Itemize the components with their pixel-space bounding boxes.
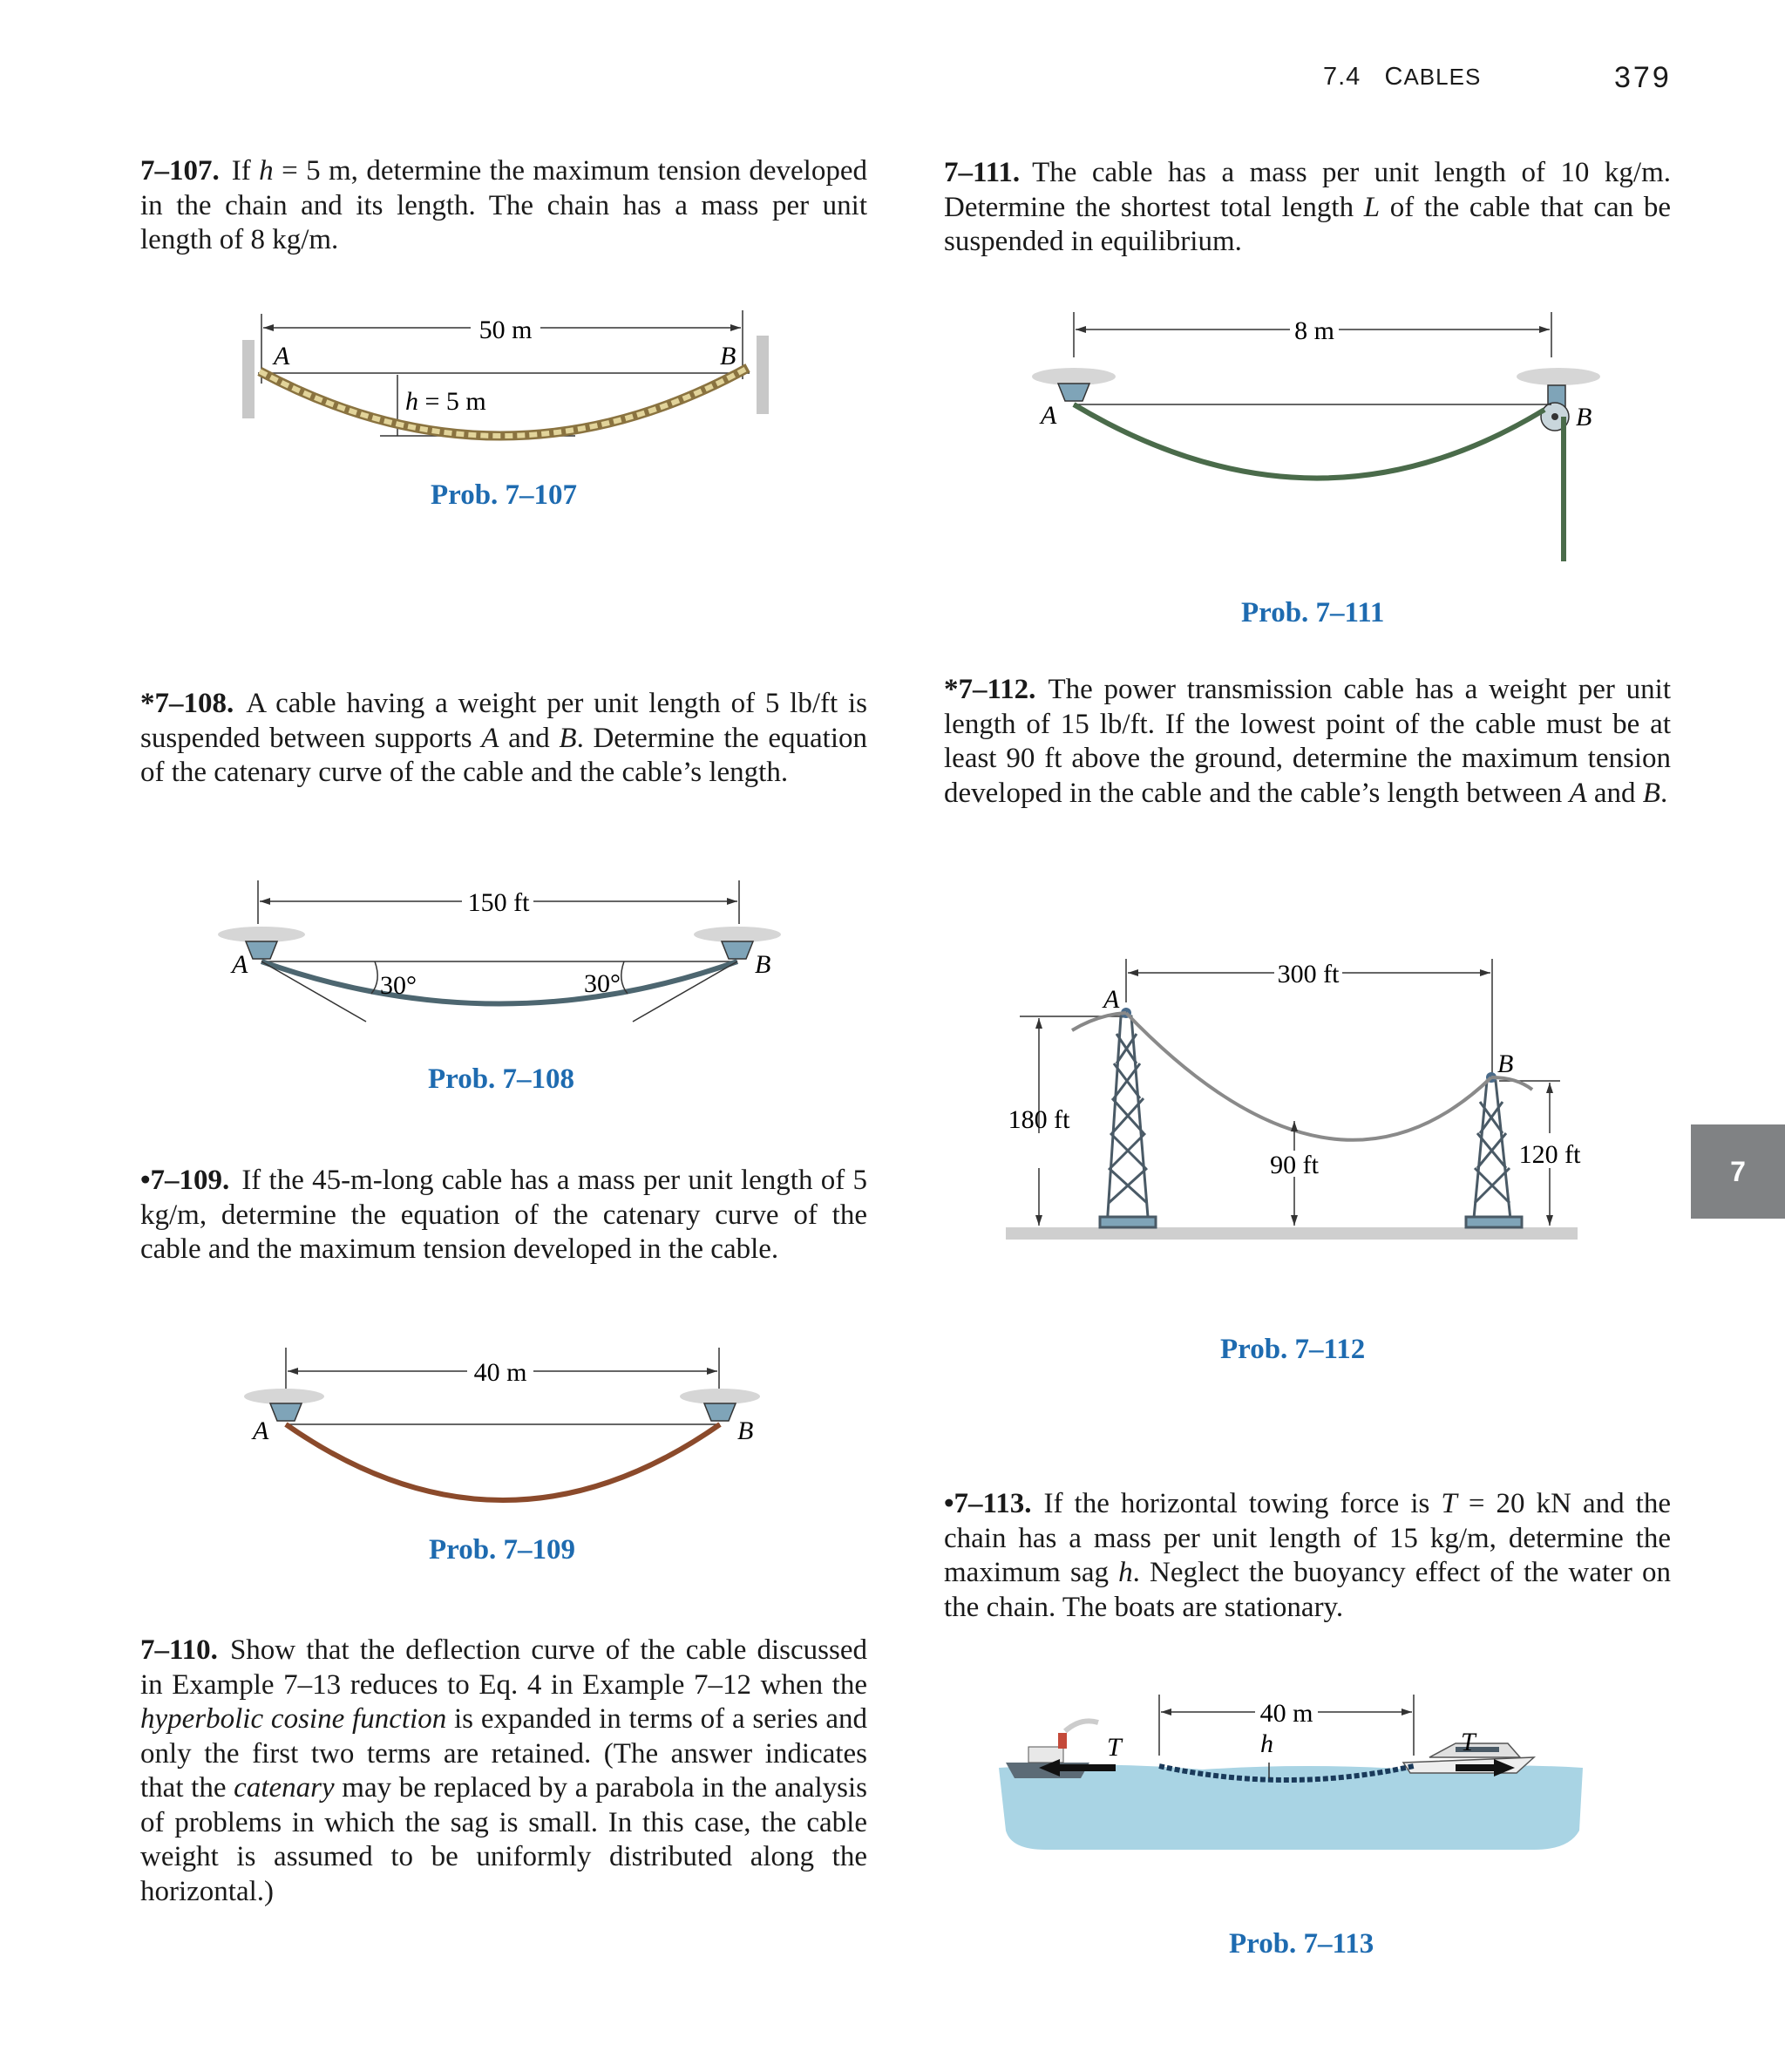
left-height-label: 180 ft — [1008, 1105, 1070, 1134]
problem-7-107: 7–107. If h = 5 m, determine the maximum tension developed in the chain and its length. The chain has a mass per unit length of 8 kg/m. — [140, 155, 867, 255]
span-label: 40 m — [473, 1358, 527, 1387]
min-height-label: 90 ft — [1270, 1151, 1319, 1179]
water — [999, 1764, 1583, 1850]
point-a-label: A — [274, 342, 290, 370]
problem-number: 7–107. — [140, 155, 220, 187]
problem-number: 7–111. — [944, 157, 1021, 188]
point-b-label: B — [1576, 403, 1592, 431]
tow-force-left-label: T — [1107, 1733, 1122, 1762]
problem-7-108: *7–108. A cable having a weight per unit length of 5 lb/ft is suspended between supports A and B. Determine the equation of the catenary curve of the cable and the cable’s length. — [140, 688, 868, 788]
chain-links — [260, 368, 748, 436]
point-b-label: B — [755, 950, 771, 979]
point-a-label: A — [232, 950, 248, 979]
point-b-label: B — [1497, 1050, 1514, 1078]
span-label: 150 ft — [467, 888, 530, 917]
sag-label: h = 5 m — [405, 387, 486, 416]
problem-7-111: 7–111. The cable has a mass per unit length of 10 kg/m. Determine the shortest total length L of the cable that can be suspended in equilibrium. — [944, 157, 1671, 257]
figure-7-112 — [1002, 950, 1595, 1255]
point-a-label: A — [1103, 985, 1120, 1014]
caption-prob-7-112: Prob. 7–112 — [1220, 1334, 1366, 1365]
right-wall — [757, 336, 769, 414]
cable — [261, 961, 737, 1004]
span-label: 50 m — [478, 316, 533, 344]
section-title-cap: C — [1384, 63, 1404, 91]
section-number: 7.4 — [1323, 63, 1361, 91]
figure-7-109 — [244, 1341, 784, 1515]
sag-label: h — [1260, 1729, 1273, 1758]
caption-prob-7-111: Prob. 7–111 — [1241, 597, 1385, 628]
cable — [286, 1424, 720, 1500]
caption-prob-7-108: Prob. 7–108 — [428, 1063, 575, 1095]
figure-7-108 — [218, 872, 793, 1046]
figure-7-107 — [227, 296, 802, 453]
span-label: 40 m — [1259, 1699, 1313, 1728]
point-b-label: B — [737, 1416, 754, 1445]
problem-7-109: •7–109. If the 45-m-long cable has a mass per unit length of 5 kg/m, determine the equation of the catenary curve of the cable and the maximum tension developed in the cable. — [140, 1165, 867, 1265]
angle-left-label: 30° — [380, 971, 417, 1000]
problem-number: *7–112. — [944, 674, 1036, 705]
support-a — [1058, 384, 1089, 401]
problem-7-112: *7–112. The power transmission cable has a weight per unit length of 15 lb/ft. If the lowest point of the cable must be at least 90 ft above the ground, determine the maximum tension developed in the cable and the cable’s length between A and B. — [944, 674, 1671, 809]
caption-prob-7-107: Prob. 7–107 — [431, 479, 578, 511]
tow-force-right-label: T — [1461, 1728, 1476, 1756]
chapter-tab — [1691, 1124, 1785, 1219]
right-height-label: 120 ft — [1518, 1140, 1581, 1169]
tower-b — [1466, 1081, 1522, 1227]
problem-number: •7–109. — [140, 1165, 230, 1196]
problem-number: 7–110. — [140, 1634, 218, 1666]
angle-right-label: 30° — [584, 969, 621, 998]
left-wall — [242, 340, 255, 418]
caption-prob-7-109: Prob. 7–109 — [429, 1534, 576, 1566]
section-title-rest: ABLES — [1403, 64, 1482, 90]
point-b-label: B — [720, 342, 736, 370]
left-ceiling — [1032, 368, 1116, 385]
right-ceiling — [680, 1389, 760, 1404]
figure-7-113 — [994, 1682, 1586, 1857]
problem-7-113: •7–113. If the horizontal towing force is T = 20 kN and the chain has a mass per unit length of 15 kg/m, determine the maximum sag h. Neglect the buoyancy effect of the water on the chain. The boats are stationary. — [944, 1488, 1671, 1623]
figure-7-111 — [1028, 305, 1604, 575]
point-a-label: A — [253, 1416, 269, 1445]
right-ceiling — [694, 927, 781, 942]
problem-number: •7–113. — [944, 1488, 1032, 1519]
left-ceiling — [218, 927, 305, 942]
cable — [1074, 404, 1544, 479]
support-b — [722, 941, 753, 959]
support-b — [704, 1403, 736, 1421]
page-number: 379 — [1614, 61, 1672, 94]
ground — [1006, 1227, 1578, 1240]
span-label: 300 ft — [1277, 960, 1340, 988]
transmission-cable — [1126, 1013, 1491, 1140]
support-a — [270, 1403, 302, 1421]
problem-number: *7–108. — [140, 688, 234, 719]
section-header — [1323, 63, 1481, 92]
left-ceiling — [244, 1389, 324, 1404]
support-a — [246, 941, 277, 959]
point-a-label: A — [1041, 401, 1057, 430]
caption-prob-7-113: Prob. 7–113 — [1229, 1928, 1374, 1960]
span-label: 8 m — [1294, 316, 1334, 345]
chapter-tab-number: 7 — [1730, 1156, 1746, 1187]
right-ceiling — [1517, 368, 1600, 385]
problem-7-110: 7–110. Show that the deflection curve of the cable discussed in Example 7–13 reduces to Eq. 4 in Example 7–12 when the hyperbolic cosine function is expanded in terms of a series and only the first two terms are retained. (The answer indicates that the catenary may be replaced by a parabola in the analysis of problems in which the sag is small. In this case, the cable weight is assumed to be uniformly distributed along the horizontal.) — [140, 1634, 868, 1907]
tower-a — [1100, 1016, 1156, 1227]
